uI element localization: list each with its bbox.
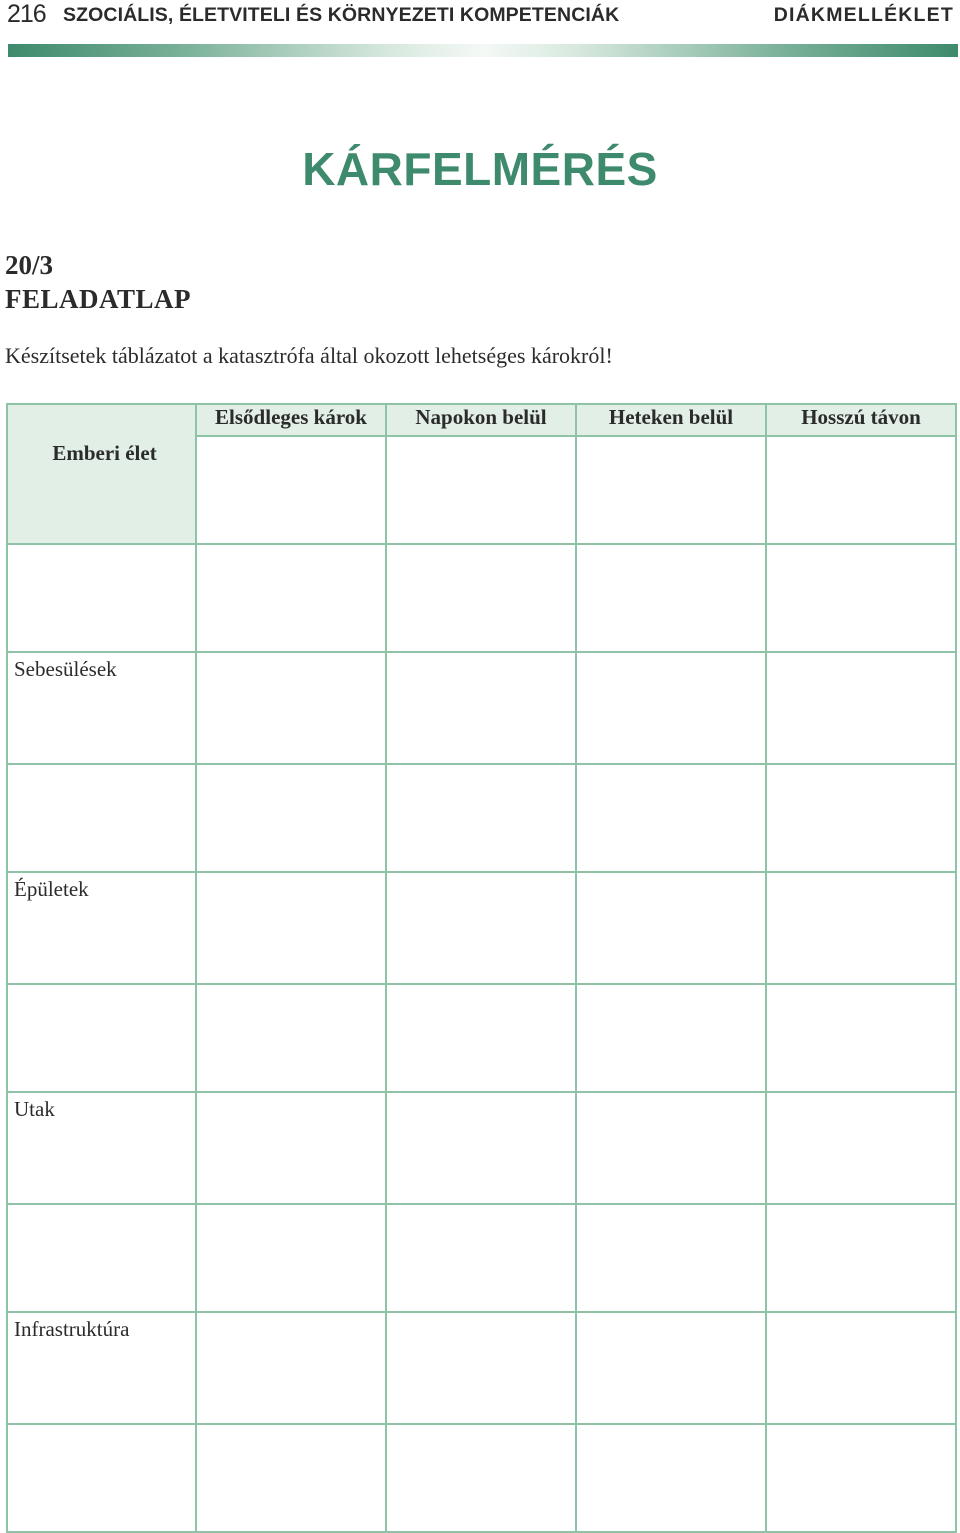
answer-cell[interactable] — [576, 1424, 766, 1532]
answer-cell[interactable] — [766, 1204, 956, 1312]
column-header: Napokon belül — [386, 404, 576, 436]
answer-cell[interactable] — [766, 984, 956, 1092]
page-number: 216 — [7, 0, 46, 28]
table-row — [7, 764, 956, 872]
table-row — [7, 984, 956, 1092]
answer-cell[interactable] — [386, 436, 576, 544]
answer-cell[interactable] — [576, 1204, 766, 1312]
answer-cell[interactable] — [576, 764, 766, 872]
answer-cell[interactable] — [386, 764, 576, 872]
answer-cell[interactable] — [576, 984, 766, 1092]
answer-cell[interactable] — [766, 872, 956, 984]
table-row — [7, 1312, 956, 1424]
column-header: Heteken belül — [576, 404, 766, 436]
table-row — [7, 872, 956, 984]
task-number: 20/3 — [5, 250, 54, 280]
answer-cell[interactable] — [196, 652, 386, 764]
row-label-blank — [7, 1424, 196, 1532]
answer-cell[interactable] — [196, 1424, 386, 1532]
answer-cell[interactable] — [196, 1092, 386, 1204]
answer-cell[interactable] — [386, 1092, 576, 1204]
row-label: Épületek — [7, 872, 196, 984]
answer-cell[interactable] — [196, 872, 386, 984]
answer-cell[interactable] — [576, 436, 766, 544]
answer-cell[interactable] — [766, 1312, 956, 1424]
answer-cell[interactable] — [576, 872, 766, 984]
answer-cell[interactable] — [576, 1092, 766, 1204]
answer-cell[interactable] — [766, 436, 956, 544]
answer-cell[interactable] — [196, 544, 386, 652]
task-label: FELADATLAP — [5, 284, 192, 314]
answer-cell[interactable] — [766, 652, 956, 764]
answer-cell[interactable] — [766, 1424, 956, 1532]
column-header: Hosszú távon — [766, 404, 956, 436]
row-label-blank — [7, 1204, 196, 1312]
row-label-blank — [7, 984, 196, 1092]
table-row — [7, 544, 956, 652]
answer-cell[interactable] — [766, 544, 956, 652]
answer-cell[interactable] — [576, 544, 766, 652]
table-row — [7, 1092, 956, 1204]
header-divider — [8, 44, 958, 57]
row-label: Infrastruktúra — [7, 1312, 196, 1424]
answer-cell[interactable] — [386, 1204, 576, 1312]
column-header: Elsődleges károk — [196, 404, 386, 436]
section-label: DIÁKMELLÉKLET — [773, 4, 954, 26]
answer-cell[interactable] — [196, 1312, 386, 1424]
table-row — [7, 652, 956, 764]
answer-cell[interactable] — [386, 652, 576, 764]
damage-table — [6, 403, 957, 1533]
table-row — [7, 1204, 956, 1312]
answer-cell[interactable] — [196, 1204, 386, 1312]
page-title: KÁRFELMÉRÉS — [302, 143, 658, 195]
row-label-blank — [7, 764, 196, 872]
answer-cell[interactable] — [196, 436, 386, 544]
answer-cell[interactable] — [386, 1312, 576, 1424]
running-title: SZOCIÁLIS, ÉLETVITELI ÉS KÖRNYEZETI KOMPETENCIÁK — [63, 4, 620, 26]
answer-cell[interactable] — [576, 1312, 766, 1424]
row-label: Sebesülések — [7, 652, 196, 764]
row-label: Emberi élet — [7, 404, 196, 544]
row-label: Utak — [7, 1092, 196, 1204]
row-label-blank — [7, 544, 196, 652]
answer-cell[interactable] — [766, 1092, 956, 1204]
table-header-row — [7, 404, 956, 436]
answer-cell[interactable] — [196, 764, 386, 872]
table-row — [7, 1424, 956, 1532]
answer-cell[interactable] — [196, 984, 386, 1092]
answer-cell[interactable] — [576, 652, 766, 764]
answer-cell[interactable] — [386, 872, 576, 984]
answer-cell[interactable] — [386, 1424, 576, 1532]
page-header — [0, 0, 960, 40]
answer-cell[interactable] — [766, 764, 956, 872]
task-instruction: Készítsetek táblázatot a katasztrófa által okozott lehetséges károkról! — [5, 343, 613, 368]
answer-cell[interactable] — [386, 984, 576, 1092]
answer-cell[interactable] — [386, 544, 576, 652]
